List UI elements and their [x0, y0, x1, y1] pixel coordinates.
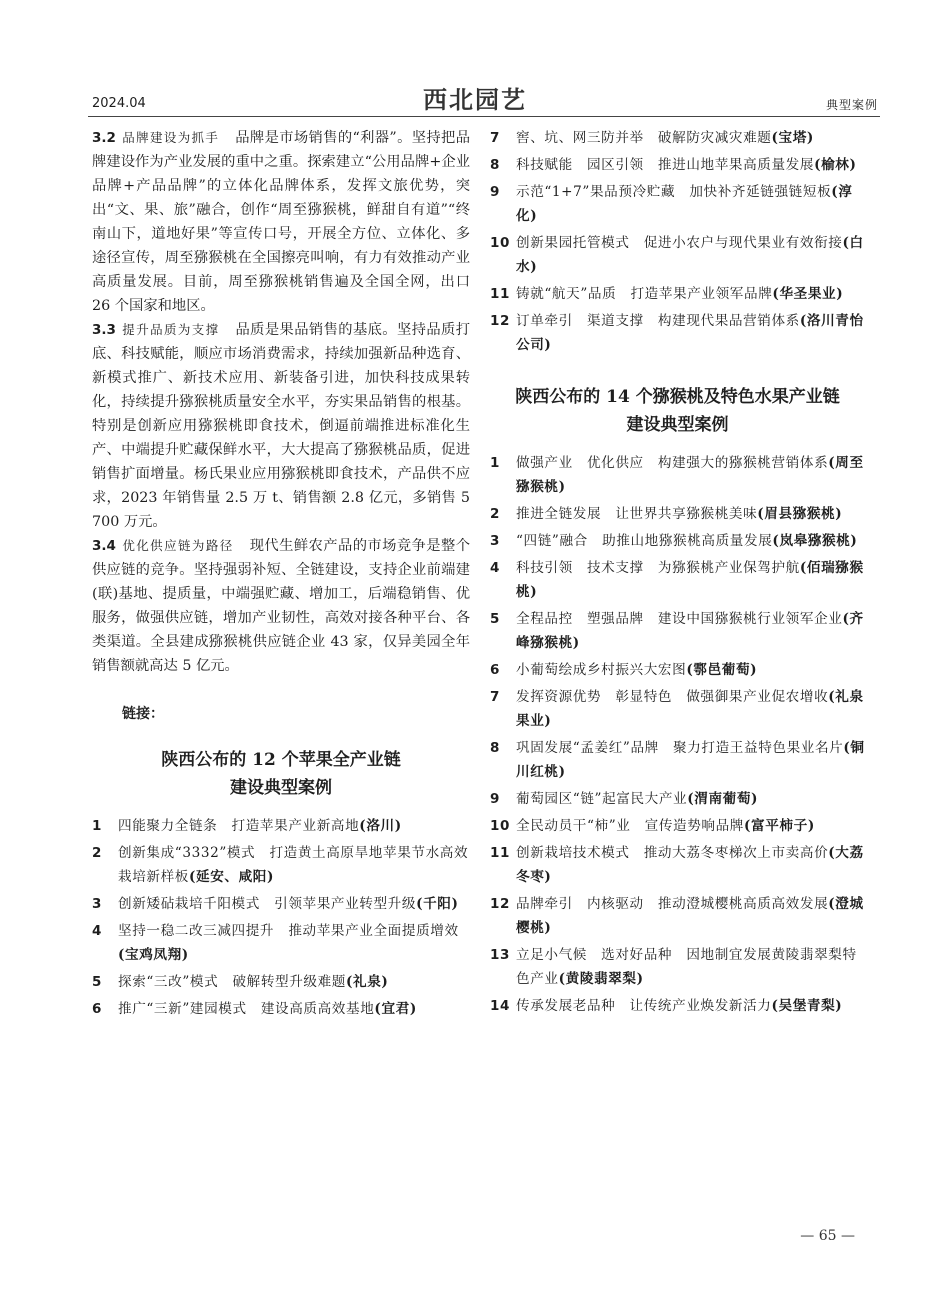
section-number: 3.4 [92, 538, 116, 554]
list-item [490, 685, 865, 733]
item-number: 2 [92, 845, 102, 861]
section-heading: 提升品质为支撑 [121, 322, 220, 337]
item-number: 13 [490, 947, 510, 963]
item-text: 窖、坑、网三防并举 破解防灾减灾难题 [516, 130, 772, 146]
item-number: 7 [490, 130, 500, 146]
item-org: (大荔冬枣) [516, 845, 864, 885]
item-number: 3 [490, 533, 500, 549]
list-item [92, 892, 470, 916]
kiwi-case-list [490, 451, 865, 1018]
item-number: 5 [92, 974, 102, 990]
item-number: 7 [490, 689, 500, 705]
section-number: 3.3 [92, 322, 116, 338]
list-item [490, 451, 865, 499]
item-text: 铸就“航天”品质 打造苹果产业领军品牌 [516, 286, 773, 302]
paragraph-text: 现代生鲜农产品的市场竞争是整个供应链的竞争。坚持强弱补短、全链建设，支持企业前端建(联)基地、提质量，中端强贮藏、增加工，后端稳销售、优服务，做强供应链，增加产业韧性，高效对接各种平台、各类渠道。全县建成猕猴桃供应链企业 43 家，仅异美园全年销售额就高达 5 亿元。 [92, 538, 470, 674]
item-text: 订单牵引 渠道支撑 构建现代果品营销体系 [516, 313, 800, 329]
item-org: (礼泉果业) [516, 689, 864, 729]
item-org: (宜君) [374, 1001, 417, 1017]
item-text: 做强产业 优化供应 构建强大的猕猴桃营销体系 [516, 455, 829, 471]
list-item [490, 502, 865, 526]
item-number: 4 [490, 560, 500, 576]
item-text: 传承发展老品种 让传统产业焕发新活力 [516, 998, 772, 1014]
item-org: (洛川) [359, 818, 402, 834]
apple-list-title-line1: 陕西公布的 12 个苹果全产业链 [161, 750, 401, 770]
paragraph-3-3 [92, 318, 470, 534]
list-item [490, 814, 865, 838]
item-text: 探索“三改”模式 破解转型升级难题 [118, 974, 347, 990]
section-heading: 优化供应链为路径 [121, 538, 234, 553]
item-org: (榆林) [814, 157, 857, 173]
item-number: 11 [490, 845, 510, 861]
item-org: (白水) [516, 235, 864, 275]
right-column [490, 126, 865, 1021]
item-text: 示范“1+7”果品预冷贮藏 加快补齐延链强链短板 [516, 184, 832, 200]
item-number: 6 [490, 662, 500, 678]
item-org: (宝鸡凤翔) [118, 947, 189, 963]
page-number: — 65 — [800, 1228, 855, 1244]
item-org: (周至猕猴桃) [516, 455, 864, 495]
item-text: 创新栽培技术模式 推动大荔冬枣梯次上市卖高价 [516, 845, 829, 861]
item-org: (佰瑞猕猴桃) [516, 560, 864, 600]
list-item [490, 892, 865, 940]
item-text: 科技引领 技术支撑 为猕猴桃产业保驾护航 [516, 560, 800, 576]
list-item [490, 180, 865, 228]
item-number: 4 [92, 923, 102, 939]
header-divider [88, 116, 880, 117]
item-org: (吴堡青梨) [771, 998, 843, 1014]
item-org: (千阳) [416, 896, 459, 912]
item-number: 10 [490, 818, 510, 834]
apple-case-list-continued [490, 126, 865, 357]
item-org: (齐峰猕猴桃) [516, 611, 864, 651]
list-item [92, 841, 470, 889]
item-text: 坚持一稳二改三减四提升 推动苹果产业全面提质增效 [118, 923, 459, 939]
item-org: (鄠邑葡萄) [686, 662, 758, 678]
kiwi-list-title [490, 383, 865, 439]
list-item [490, 787, 865, 811]
item-number: 12 [490, 313, 510, 329]
item-text: 全民动员干“柿”业 宣传造势响品牌 [516, 818, 745, 834]
paragraph-text: 品牌是市场销售的“利器”。坚持把品牌建设作为产业发展的重中之重。探索建立“公用品牌+企业品牌+产品品牌”的立体化品牌体系，发挥文旅优势，突出“文、果、旅”融合，创作“周至猕猴桃，鲜甜自有道”“终南山下，道地好果”等宣传口号，开展全方位、立体化、多途径宣传，周至猕猴桃在全国擦亮叫响，有力有效推动产业高质量发展。目前，周至猕猴桃销售遍及全国全网，出口 26 个国家和地区。 [92, 130, 470, 314]
item-org: (淳化) [516, 184, 853, 224]
apple-list-title [92, 746, 470, 802]
list-item [490, 309, 865, 357]
item-number: 1 [490, 455, 500, 471]
item-text: 巩固发展“孟姜红”品牌 聚力打造王益特色果业名片 [516, 740, 844, 756]
section-label: 典型案例 [825, 98, 878, 112]
item-org: (延安、咸阳) [188, 869, 275, 885]
item-org: (眉县猕猴桃) [757, 506, 843, 522]
item-org: (黄陵翡翠梨) [558, 971, 644, 987]
item-org: (澄城樱桃) [516, 896, 864, 936]
item-text: 四能聚力全链条 打造苹果产业新高地 [118, 818, 360, 834]
item-number: 8 [490, 157, 500, 173]
paragraph-3-4 [92, 534, 470, 678]
item-org: (岚皋猕猴桃) [772, 533, 858, 549]
kiwi-list-title-line1: 陕西公布的 14 个猕猴桃及特色水果产业链 [515, 387, 840, 407]
list-item [490, 607, 865, 655]
item-text: 立足小气候 选对好品种 因地制宜发展黄陵翡翠梨特色产业 [516, 947, 857, 987]
item-number: 8 [490, 740, 500, 756]
item-text: 创新矮砧栽培千阳模式 引领苹果产业转型升级 [118, 896, 417, 912]
kiwi-list-title-line2: 建设典型案例 [626, 415, 729, 435]
list-item [490, 153, 865, 177]
apple-case-list [92, 814, 470, 1021]
list-item [490, 994, 865, 1018]
item-org: (宝塔) [771, 130, 814, 146]
item-org: (洛川青怡公司) [516, 313, 864, 353]
paragraph-3-2 [92, 126, 470, 318]
item-number: 14 [490, 998, 510, 1014]
page-header [70, 74, 880, 114]
item-org: (铜川红桃) [516, 740, 865, 780]
item-org: (富平柿子) [744, 818, 815, 834]
list-item [92, 814, 470, 838]
item-number: 5 [490, 611, 500, 627]
left-column [92, 126, 470, 1024]
item-number: 12 [490, 896, 510, 912]
apple-list-title-line2: 建设典型案例 [230, 778, 332, 798]
journal-logo: 西北园艺 [423, 85, 527, 114]
item-text: 全程品控 塑强品牌 建设中国猕猴桃行业领军企业 [516, 611, 843, 627]
list-item [490, 282, 865, 306]
list-item [490, 529, 865, 553]
list-item [490, 126, 865, 150]
item-text: 葡萄园区“链”起富民大产业 [516, 791, 688, 807]
item-text: 推进全链发展 让世界共享猕猴桃美味 [516, 506, 758, 522]
item-text: 科技赋能 园区引领 推进山地苹果高质量发展 [516, 157, 815, 173]
issue-date: 2024.04 [92, 96, 146, 111]
list-item [490, 736, 865, 784]
link-label: 链接： [122, 706, 164, 722]
item-org: (渭南葡萄) [687, 791, 759, 807]
item-org: (礼泉) [346, 974, 389, 990]
item-number: 3 [92, 896, 102, 912]
list-item [490, 231, 865, 279]
item-number: 6 [92, 1001, 102, 1017]
item-text: 推广“三新”建园模式 建设高质高效基地 [118, 1001, 375, 1017]
item-text: 品牌牵引 内核驱动 推动澄城樱桃高质高效发展 [516, 896, 829, 912]
section-number: 3.2 [92, 130, 116, 146]
list-item [92, 970, 470, 994]
item-text: 发挥资源优势 彰显特色 做强御果产业促农增收 [516, 689, 829, 705]
item-text: “四链”融合 助推山地猕猴桃高质量发展 [516, 533, 773, 549]
item-org: (华圣果业) [772, 286, 844, 302]
item-number: 9 [490, 791, 500, 807]
list-item [490, 841, 865, 889]
item-number: 10 [490, 235, 510, 251]
item-text: 小葡萄绘成乡村振兴大宏图 [516, 662, 687, 678]
item-number: 9 [490, 184, 500, 200]
list-item [92, 997, 470, 1021]
item-number: 11 [490, 286, 510, 302]
list-item [490, 658, 865, 682]
item-number: 2 [490, 506, 500, 522]
list-item [92, 919, 470, 967]
item-text: 创新集成“3332”模式 打造黄土高原旱地苹果节水高效栽培新样板 [118, 845, 469, 885]
paragraph-text: 品质是果品销售的基底。坚持品质打底、科技赋能，顺应市场消费需求，持续加强新品种选育、新模式推广、新技术应用、新装备引进，加快科技成果转化，持续提升猕猴桃质量安全水平，夯实果品销售的根基。特别是创新应用猕猴桃即食技术，倒逼前端推进标准化生产、中端提升贮藏保鲜水平，大大提高了猕猴桃品质，促进销售扩面增量。杨氏果业应用猕猴桃即食技术，产品供不应求，2023 年销售量 2.5 万 t、销售额 2.8 亿元，多销售 5 700 万元。 [92, 322, 470, 530]
item-number: 1 [92, 818, 102, 834]
section-heading: 品牌建设为抓手 [121, 130, 220, 145]
list-item [490, 943, 865, 991]
item-text: 创新果园托管模式 促进小农户与现代果业有效衔接 [516, 235, 843, 251]
list-item [490, 556, 865, 604]
